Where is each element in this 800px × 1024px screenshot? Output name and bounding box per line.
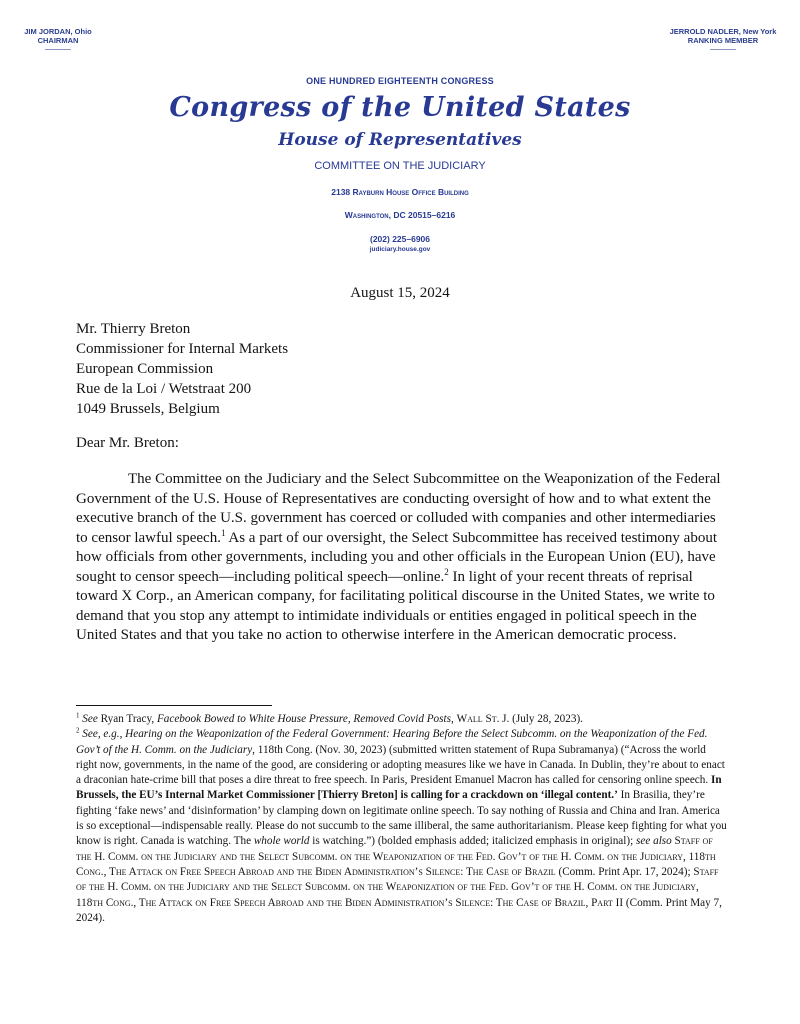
ranking-member-name: JERROLD NADLER, New York [669, 27, 777, 36]
footnote-italic-phrase: whole world [253, 835, 310, 848]
footnote-number: 2 [76, 726, 80, 735]
footnote-separator: , [450, 713, 457, 725]
footnote-date: (July 28, 2023). [509, 713, 583, 725]
chairman-title: CHAIRMAN [37, 36, 79, 45]
footnote-journal: Wall St. J. [456, 713, 510, 725]
footnote-2 [76, 727, 728, 926]
footnote-print-1: (Comm. Print Apr. 17, 2024); [555, 865, 694, 878]
footnote-author: Ryan Tracy, [97, 713, 157, 725]
footnote-signal: See [82, 713, 98, 725]
committee-website: judiciary.house.gov [369, 246, 431, 253]
committee-address: 2138 Rayburn House Office Building [331, 187, 469, 197]
footnote-1 [76, 712, 728, 727]
body-paragraph [76, 470, 726, 646]
footnote-divider [76, 705, 272, 706]
footnote-number: 1 [76, 711, 80, 720]
footnote-report-1: Staff of the H. Comm. on the Judiciary and the Select Subcomm. on the Weaponization of the Fed. Gov’t of the H. Comm. on the Judiciary, 118th Cong., The Attack on Free Speech Abroad and the Biden Administration’s Silence: The Case of Brazil [76, 835, 716, 878]
footnote-ref-2: 2 [444, 566, 449, 577]
footnote-hearing-title: Hearing on the Weaponization of the Federal Government: Hearing Before the Select Subcomm. on the Weaponization of the Fed. Gov’t of the H. Comm. on the Judiciary [76, 728, 708, 756]
footnote-signal: See, e.g. [82, 728, 120, 741]
footnote-print-2: (Comm. Print May 7, 2024). [76, 896, 722, 924]
footnote-see-also: see also [636, 835, 672, 848]
ranking-member-block [658, 27, 788, 50]
footnote-emphasis-note: is watching.”) (bolded emphasis added; italicized emphasis in original); [309, 835, 637, 848]
committee-name: COMMITTEE ON THE JUDICIARY [314, 160, 486, 172]
footnotes [76, 712, 728, 926]
committee-phone: (202) 225–6906 [369, 234, 431, 244]
congress-number: ONE HUNDRED EIGHTEENTH CONGRESS [306, 76, 494, 86]
footnote-ref-1: 1 [220, 527, 226, 538]
letter-date: August 15, 2024 [350, 285, 450, 301]
committee-city: Washington, DC 20515–6216 [344, 210, 456, 220]
paragraph-text-3: In light of your recent threats of reprisal toward X Corp., an American company, for facilitating political discourse in the United States, we write to demand that you stop any attempt to intimidate individuals or entities engaged in political speech in the United States and that you take no action to otherwise interfere in the American democratic process. [76, 568, 715, 643]
recipient-address [76, 319, 288, 419]
chairman-divider [45, 49, 71, 50]
ranking-member-title: RANKING MEMBER [687, 36, 759, 45]
footnote-citation: , 118th Cong. (Nov. 30, 2023) (submitted written statement of Rupa Subramanya) (“Across the world right now, governments, in the name of the good, are considering or adopting measures like we have in Canada. In Dublin, they’re about to enact a draconian hate-crime bill that poses a dire threat to free speech. In Paris, President Emanuel Macron has called for censoring online speech. [76, 743, 725, 787]
ranking-member-divider [710, 49, 736, 50]
letterhead-house: House of Representatives [278, 130, 522, 150]
recipient-city: 1049 Brussels, Belgium [76, 401, 220, 417]
recipient-name: Mr. Thierry Breton [76, 321, 191, 337]
footnote-report-2: Staff of the H. Comm. on the Judiciary and the Select Subcomm. on the Weaponization of the Fed. Gov’t of the H. Comm. on the Judiciary, 118th Cong., The Attack on Free Speech Abroad and the Biden Administration’s Silence: The Case of Brazil, Part II [76, 865, 719, 909]
paragraph-text-2: As a part of our oversight, the Select Subcommittee has received testimony about how officials from other governments, including you and other officials in the European Union (EU), have sought to censor speech—including political speech—online. [76, 529, 717, 585]
chairman-name: JIM JORDAN, Ohio [24, 27, 92, 36]
footnote-article-title: Facebook Bowed to White House Pressure, Removed Covid Posts [156, 713, 451, 725]
footnote-separator: , [119, 728, 126, 741]
paragraph-text-1: The Committee on the Judiciary and the Select Subcommittee on the Weaponization of the Federal Government of the U.S. House of Representatives are conducting oversight of how and to what extent the executive branch of the U.S. government has coerced or colluded with companies and other intermediaries to censor lawful speech. [76, 471, 721, 546]
letterhead-title: Congress of the United States [169, 92, 631, 123]
footnote-quote-continued: In Brasilia, they’re fighting ‘fake news’ and ‘disinformation’ by clamping down on legitimate online speech. To say nothing of Russia and China and Iran. America is so exceptional—indispensable really. Please do not succumb to the same illiberal, the same authoritarianism. Please keep fighting for what you know is right. Canada is watching. The [76, 789, 727, 848]
footnote-bold-quote: In Brussels, the EU’s Internal Market Commissioner [Thierry Breton] is calling for a crackdown on ‘illegal content.’ [76, 774, 722, 802]
recipient-street: Rue de la Loi / Wetstraat 200 [76, 381, 252, 397]
chairman-block [8, 27, 108, 50]
recipient-organization: European Commission [76, 361, 214, 377]
recipient-title: Commissioner for Internal Markets [76, 341, 289, 357]
salutation: Dear Mr. Breton: [76, 435, 179, 451]
